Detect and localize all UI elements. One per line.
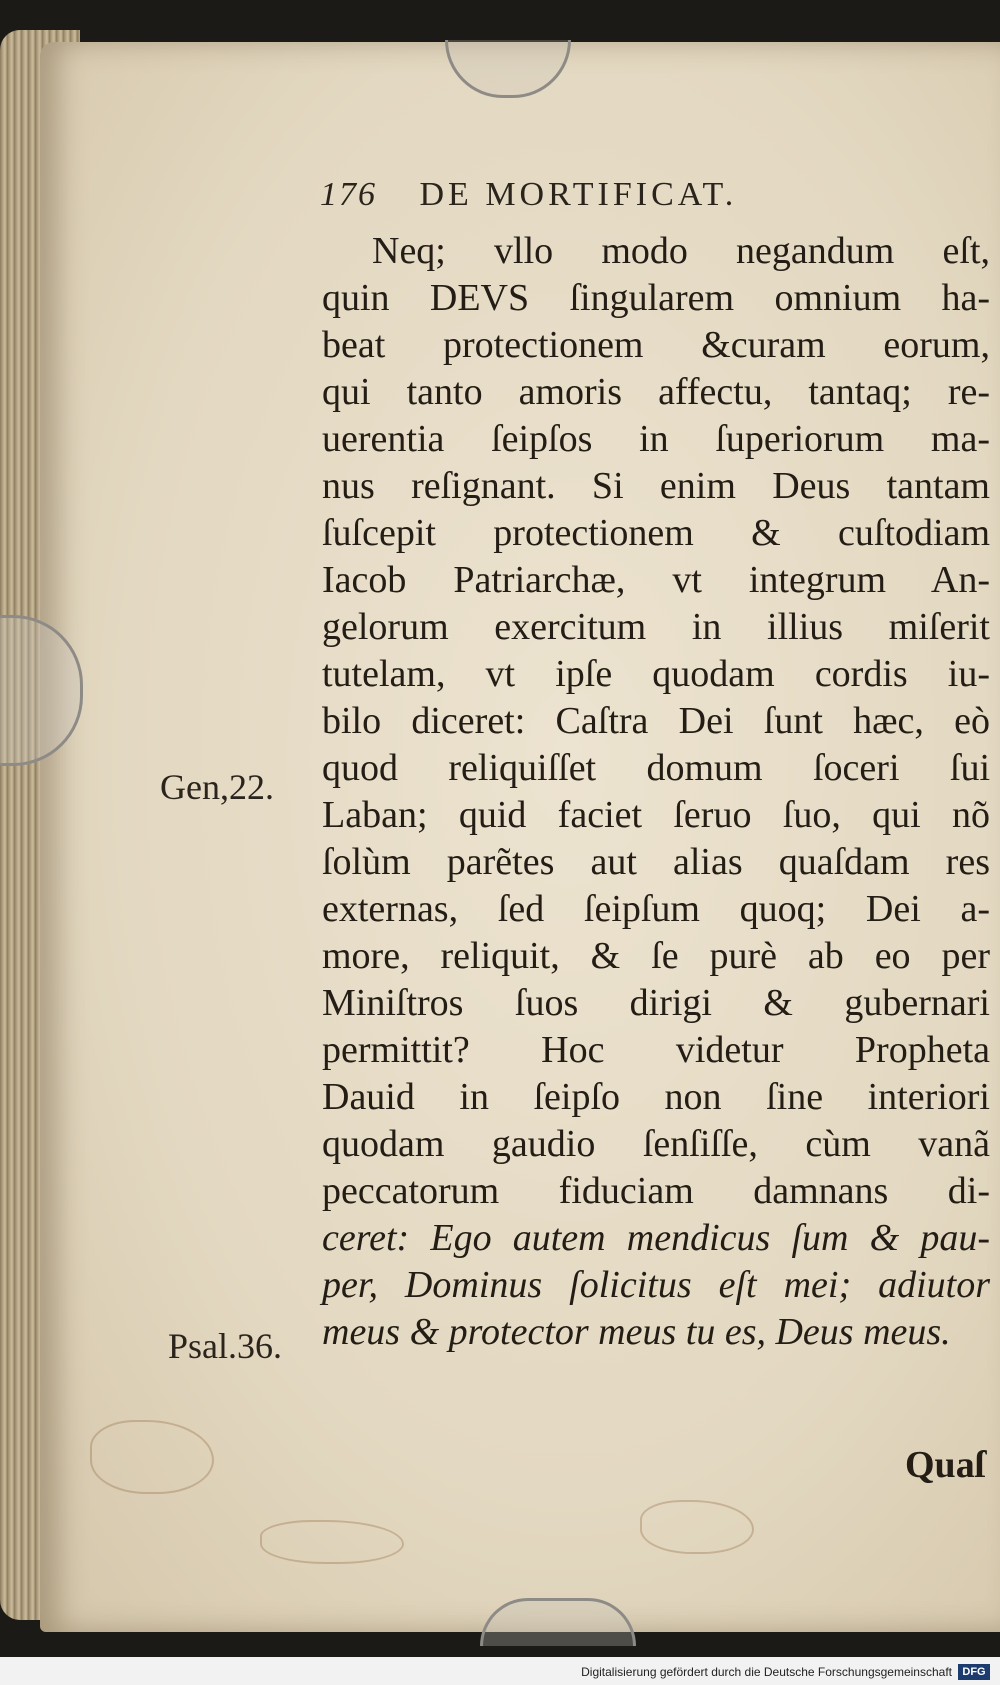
text-line: gelorum exercitum in illius miſerit bbox=[322, 606, 990, 648]
text-line: externas, ſed ſeipſum quoq; Dei a- bbox=[322, 888, 990, 930]
running-header bbox=[320, 176, 940, 214]
body-text bbox=[322, 228, 990, 1356]
margin-note-psalm: Psal.36. bbox=[168, 1326, 283, 1366]
text-line: qui tanto amoris affectu, tantaq; re- bbox=[322, 371, 990, 413]
text-line: beat protectionem &curam eorum, bbox=[322, 324, 990, 366]
text-line: Neq; vllo modo negandum eſt, bbox=[372, 230, 990, 272]
water-stain bbox=[260, 1520, 404, 1564]
text-line: bilo diceret: Caſtra Dei ſunt hæc, eò bbox=[322, 700, 990, 742]
text-line: Dauid in ſeipſo non ſine interiori bbox=[322, 1076, 990, 1118]
page-number: 176 bbox=[320, 176, 377, 213]
text-line: quod reliquiſſet domum ſoceri ſui bbox=[322, 747, 990, 789]
text-line: Iacob Patriarchæ, vt integrum An- bbox=[322, 559, 990, 601]
footer-bar bbox=[0, 1657, 1000, 1685]
text-line: nus reſignant. Si enim Deus tantam bbox=[322, 465, 990, 507]
text-line: meus & protector meus tu es, Deus meus. bbox=[322, 1311, 951, 1353]
page-clip-bottom bbox=[480, 1598, 636, 1646]
text-line: tutelam, vt ipſe quodam cordis iu- bbox=[322, 653, 990, 695]
text-line: Laban; quid faciet ſeruo ſuo, qui nõ bbox=[322, 794, 990, 836]
text-line: ſuſcepit protectionem & cuſtodiam bbox=[322, 512, 990, 554]
dfg-logo: DFG bbox=[958, 1664, 990, 1680]
text-line: ceret: Ego autem mendicus ſum & pau- bbox=[322, 1217, 990, 1259]
running-title: DE MORTIFICAT. bbox=[419, 176, 738, 213]
text-line: more, reliquit, & ſe purè ab eo per bbox=[322, 935, 990, 977]
footer-credit: Digitalisierung gefördert durch die Deutsche Forschungsgemeinschaft bbox=[581, 1665, 952, 1679]
catchword: Quaſ bbox=[905, 1444, 986, 1486]
margin-note-genesis: Gen,22. bbox=[160, 767, 274, 807]
text-line: per, Dominus ſolicitus eſt mei; adiutor bbox=[322, 1264, 990, 1306]
text-line: quodam gaudio ſenſiſſe, cùm vanã bbox=[322, 1123, 990, 1165]
text-line: uerentia ſeipſos in ſuperiorum ma- bbox=[322, 418, 990, 460]
text-line: peccatorum fiduciam damnans di- bbox=[322, 1170, 990, 1212]
text-line: Miniſtros ſuos dirigi & gubernari bbox=[322, 982, 990, 1024]
text-line: ſolùm parẽtes aut alias quaſdam res bbox=[322, 841, 990, 883]
text-line: quin DEVS ſingularem omnium ha- bbox=[322, 277, 990, 319]
text-line: permittit? Hoc videtur Propheta bbox=[322, 1029, 990, 1071]
